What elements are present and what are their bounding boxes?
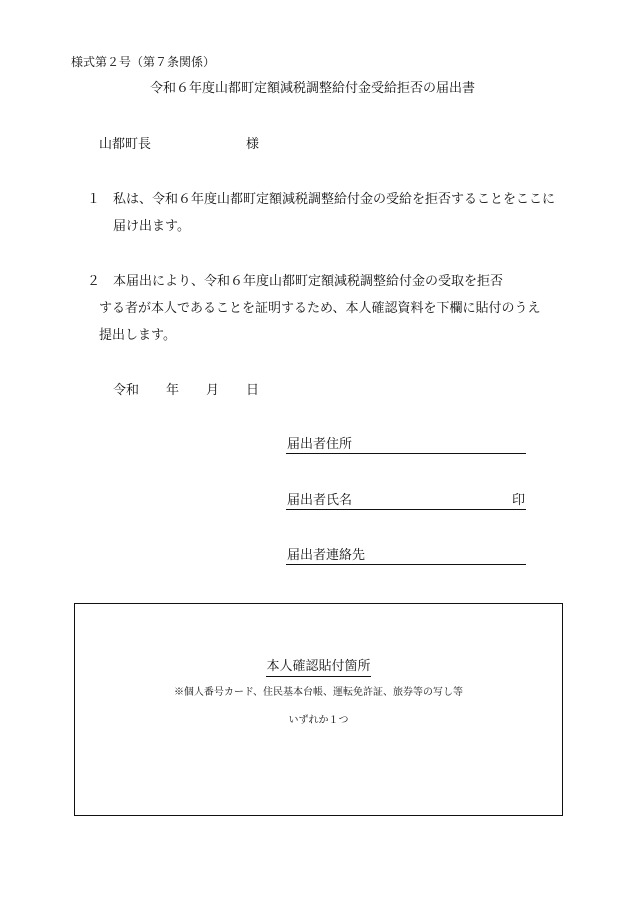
honorific: 様 <box>246 137 260 152</box>
item-line: 届け出ます。 <box>113 219 190 234</box>
document-title: 令和６年度山都町定額減税調整給付金受給拒否の届出書 <box>150 81 476 96</box>
contact-underline <box>286 564 526 565</box>
name-label: 届出者氏名 <box>287 493 353 508</box>
address-label: 届出者住所 <box>287 437 353 452</box>
name-underline <box>286 509 526 510</box>
id-box-instruction: いずれか１つ <box>288 715 349 726</box>
form-number: 様式第２号（第７条関係） <box>71 55 216 69</box>
item-line: する者が本人であることを証明するため、本人確認資料を下欄に貼付のうえ <box>99 301 541 316</box>
address-underline <box>286 453 526 454</box>
seal-mark: 印 <box>512 493 526 508</box>
item-line: 提出します。 <box>99 328 176 343</box>
item-number: １ <box>87 192 101 207</box>
item-number: ２ <box>87 274 101 289</box>
contact-label: 届出者連絡先 <box>287 548 366 563</box>
id-box-title: 本人確認貼付箇所 <box>266 659 370 677</box>
item-line: 本届出により、令和６年度山都町定額減税調整給付金の受取を拒否 <box>113 274 504 289</box>
id-box-note: ※個人番号カード、住民基本台帳、運転免許証、旅券等の写し等 <box>173 687 464 698</box>
date-era: 令和 <box>113 383 140 398</box>
date-month-label: 月 <box>206 383 220 398</box>
date-year-label: 年 <box>166 383 180 398</box>
date-day-label: 日 <box>246 383 260 398</box>
id-attachment-box <box>74 603 563 816</box>
addressee: 山都町長 <box>99 137 152 152</box>
item-line: 私は、令和６年度山都町定額減税調整給付金の受給を拒否することをここに <box>113 192 556 207</box>
